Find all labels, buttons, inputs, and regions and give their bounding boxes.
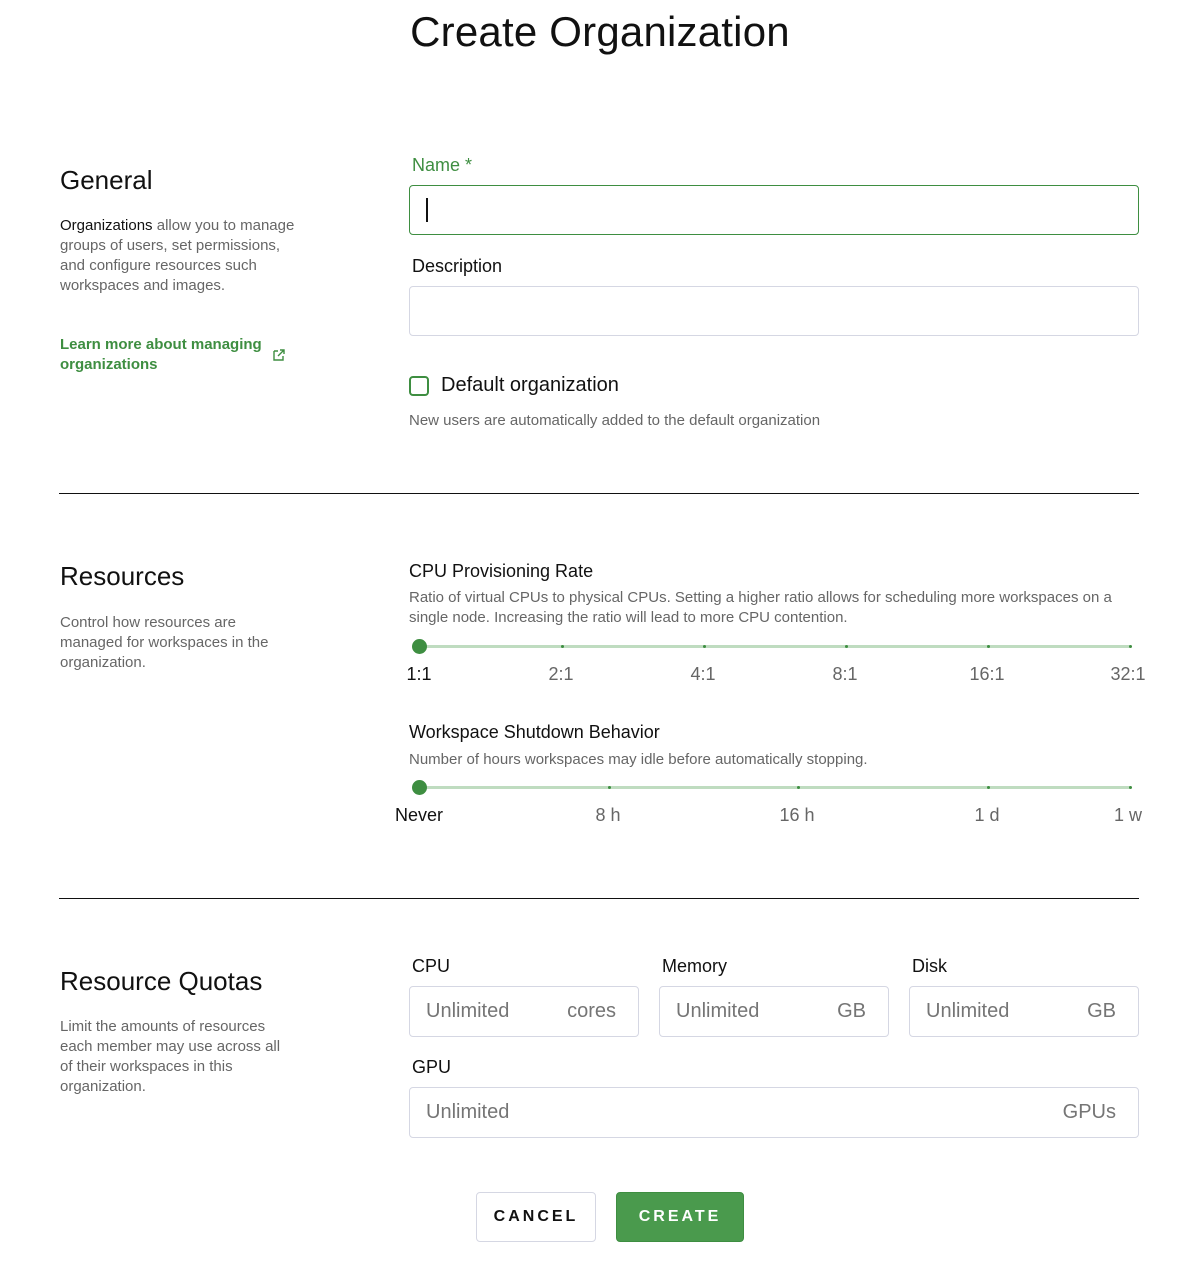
- cpu-rate-slider-track[interactable]: [419, 645, 1131, 648]
- name-input[interactable]: [409, 185, 1139, 235]
- section-divider: [59, 493, 1139, 494]
- shutdown-tick-label[interactable]: 8 h: [595, 805, 621, 825]
- cpu-rate-label: CPU Provisioning Rate: [409, 561, 594, 581]
- quotas-description: Limit the amounts of resources each member may use across all of their workspaces in this organization.: [60, 1018, 281, 1095]
- cpu-rate-tick-label[interactable]: 4:1: [690, 664, 716, 684]
- disk-quota-placeholder: Unlimited: [926, 1000, 1010, 1022]
- description-label: Description: [412, 256, 503, 276]
- description-input[interactable]: [409, 286, 1139, 336]
- shutdown-slider-track[interactable]: [419, 786, 1131, 789]
- disk-quota-unit: GB: [1087, 1000, 1116, 1022]
- resources-description: Control how resources are managed for workspaces in the organization.: [60, 614, 269, 671]
- shutdown-tick-label[interactable]: Never: [394, 805, 444, 825]
- shutdown-tick: [987, 786, 990, 789]
- section-divider: [59, 898, 1139, 899]
- cpu-rate-tick-label[interactable]: 16:1: [969, 664, 1005, 684]
- memory-quota-unit: GB: [837, 1000, 866, 1022]
- cpu-rate-tick-label[interactable]: 8:1: [832, 664, 858, 684]
- name-label: Name *: [412, 155, 473, 175]
- page-title: Create Organization: [410, 8, 790, 55]
- cpu-rate-tick-label[interactable]: 32:1: [1110, 664, 1146, 684]
- memory-quota-label: Memory: [662, 956, 728, 976]
- cpu-rate-tick: [987, 645, 990, 648]
- shutdown-tick: [608, 786, 611, 789]
- gpu-quota-label: GPU: [412, 1057, 452, 1077]
- default-organization-helper: New users are automatically added to the default organization: [409, 412, 821, 429]
- shutdown-label: Workspace Shutdown Behavior: [409, 722, 660, 742]
- cpu-rate-tick: [845, 645, 848, 648]
- text-caret: [426, 198, 428, 222]
- cpu-rate-slider-thumb[interactable]: [412, 639, 427, 654]
- cpu-rate-tick: [1129, 645, 1132, 648]
- shutdown-description: Number of hours workspaces may idle before automatically stopping.: [409, 751, 868, 768]
- resources-heading: Resources: [60, 561, 185, 591]
- default-organization-checkbox[interactable]: [409, 376, 429, 396]
- general-desc-strong: Organizations: [60, 217, 153, 234]
- general-heading: General: [60, 165, 153, 195]
- external-link-icon[interactable]: [272, 348, 286, 362]
- shutdown-tick: [797, 786, 800, 789]
- learn-more-link[interactable]: Learn more about managing organizations: [60, 336, 262, 373]
- cpu-rate-tick: [561, 645, 564, 648]
- gpu-quota-placeholder: Unlimited: [426, 1101, 510, 1123]
- memory-quota-placeholder: Unlimited: [676, 1000, 760, 1022]
- disk-quota-label: Disk: [912, 956, 947, 976]
- cpu-rate-tick: [703, 645, 706, 648]
- shutdown-tick: [1129, 786, 1132, 789]
- shutdown-slider-thumb[interactable]: [412, 780, 427, 795]
- cancel-button[interactable]: CANCEL: [476, 1192, 596, 1242]
- cpu-rate-tick-label[interactable]: 1:1: [406, 664, 432, 684]
- cpu-quota-input[interactable]: [409, 986, 639, 1037]
- gpu-quota-input[interactable]: [409, 1087, 1139, 1138]
- gpu-quota-unit: GPUs: [1062, 1101, 1116, 1123]
- general-description: [60, 216, 296, 296]
- memory-quota-input[interactable]: [659, 986, 889, 1037]
- shutdown-tick-label[interactable]: 16 h: [779, 805, 815, 825]
- quotas-heading: Resource Quotas: [60, 966, 263, 996]
- disk-quota-input[interactable]: [909, 986, 1139, 1037]
- cpu-quota-label: CPU: [412, 956, 451, 976]
- general-desc-rest: allow you to manage groups of users, set permissions, and configure resources such workspaces and images.: [60, 217, 295, 294]
- create-button[interactable]: CREATE: [616, 1192, 744, 1242]
- shutdown-tick-label[interactable]: 1 w: [1113, 805, 1143, 825]
- cpu-rate-tick-label[interactable]: 2:1: [548, 664, 574, 684]
- shutdown-tick-label[interactable]: 1 d: [974, 805, 1000, 825]
- cpu-quota-placeholder: Unlimited: [426, 1000, 510, 1022]
- cpu-quota-unit: cores: [567, 1000, 616, 1022]
- cpu-rate-description: Ratio of virtual CPUs to physical CPUs. Setting a higher ratio allows for scheduling more workspaces on a single node. Increasing the ratio will lead to more CPU contention.: [409, 589, 1112, 626]
- default-organization-label[interactable]: Default organization: [441, 374, 619, 396]
